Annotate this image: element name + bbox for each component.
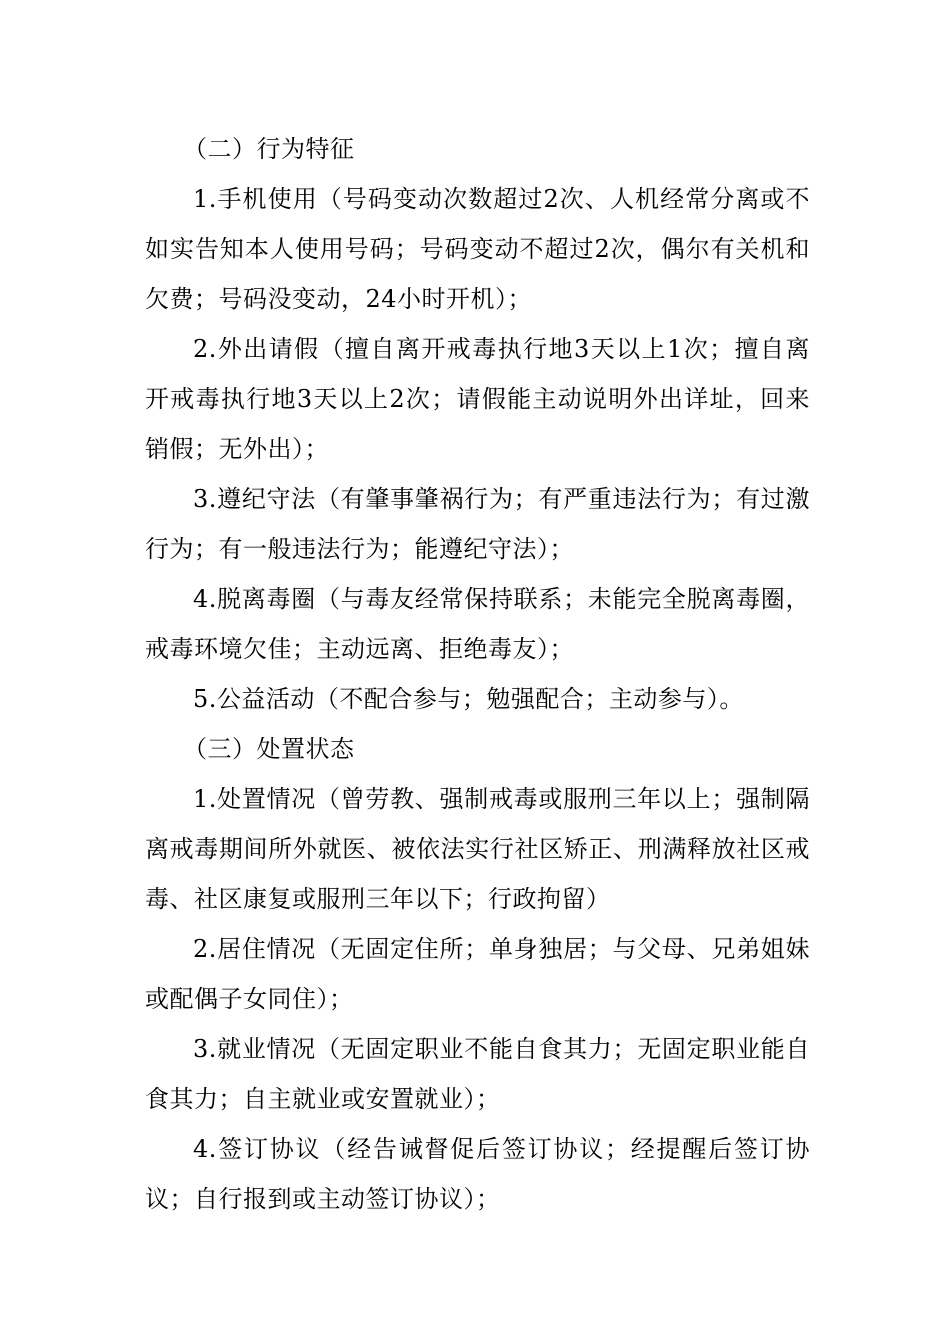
item-phone-usage: 1.手机使用（号码变动次数超过2次、人机经常分离或不如实告知本人使用号码；号码变动不超过2次，偶尔有关机和欠费；号码没变动，24小时开机）； bbox=[145, 185, 810, 313]
item-agreement: 4.签订协议（经告诫督促后签订协议；经提醒后签订协议；自行报到或主动签订协议）； bbox=[145, 1135, 810, 1213]
item-leave-request: 2.外出请假（擅自离开戒毒执行地3天以上1次；擅自离开戒毒执行地3天以上2次；请假能主动说明外出详址，回来销假；无外出）； bbox=[145, 335, 810, 463]
item-employment: 3.就业情况（无固定职业不能自食其力；无固定职业能自食其力；自主就业或安置就业）； bbox=[145, 1035, 810, 1113]
section-heading-disposal: （三）处置状态 bbox=[183, 735, 355, 763]
item-public-welfare: 5.公益活动（不配合参与；勉强配合；主动参与）。 bbox=[193, 685, 744, 713]
item-leave-drug-circle: 4.脱离毒圈（与毒友经常保持联系；未能完全脱离毒圈，戒毒环境欠佳；主动远离、拒绝毒友）； bbox=[145, 585, 810, 663]
item-residence: 2.居住情况（无固定住所；单身独居；与父母、兄弟姐妹或配偶子女同住）； bbox=[145, 935, 810, 1013]
document-body bbox=[145, 124, 810, 1224]
section-heading-behavior: （二）行为特征 bbox=[183, 135, 355, 163]
item-disposal-status: 1.处置情况（曾劳教、强制戒毒或服刑三年以上；强制隔离戒毒期间所外就医、被依法实行社区矫正、刑满释放社区戒毒、社区康复或服刑三年以下；行政拘留） bbox=[145, 785, 810, 913]
item-law-abiding: 3.遵纪守法（有肇事肇祸行为；有严重违法行为；有过激行为；有一般违法行为；能遵纪守法）； bbox=[145, 485, 810, 563]
